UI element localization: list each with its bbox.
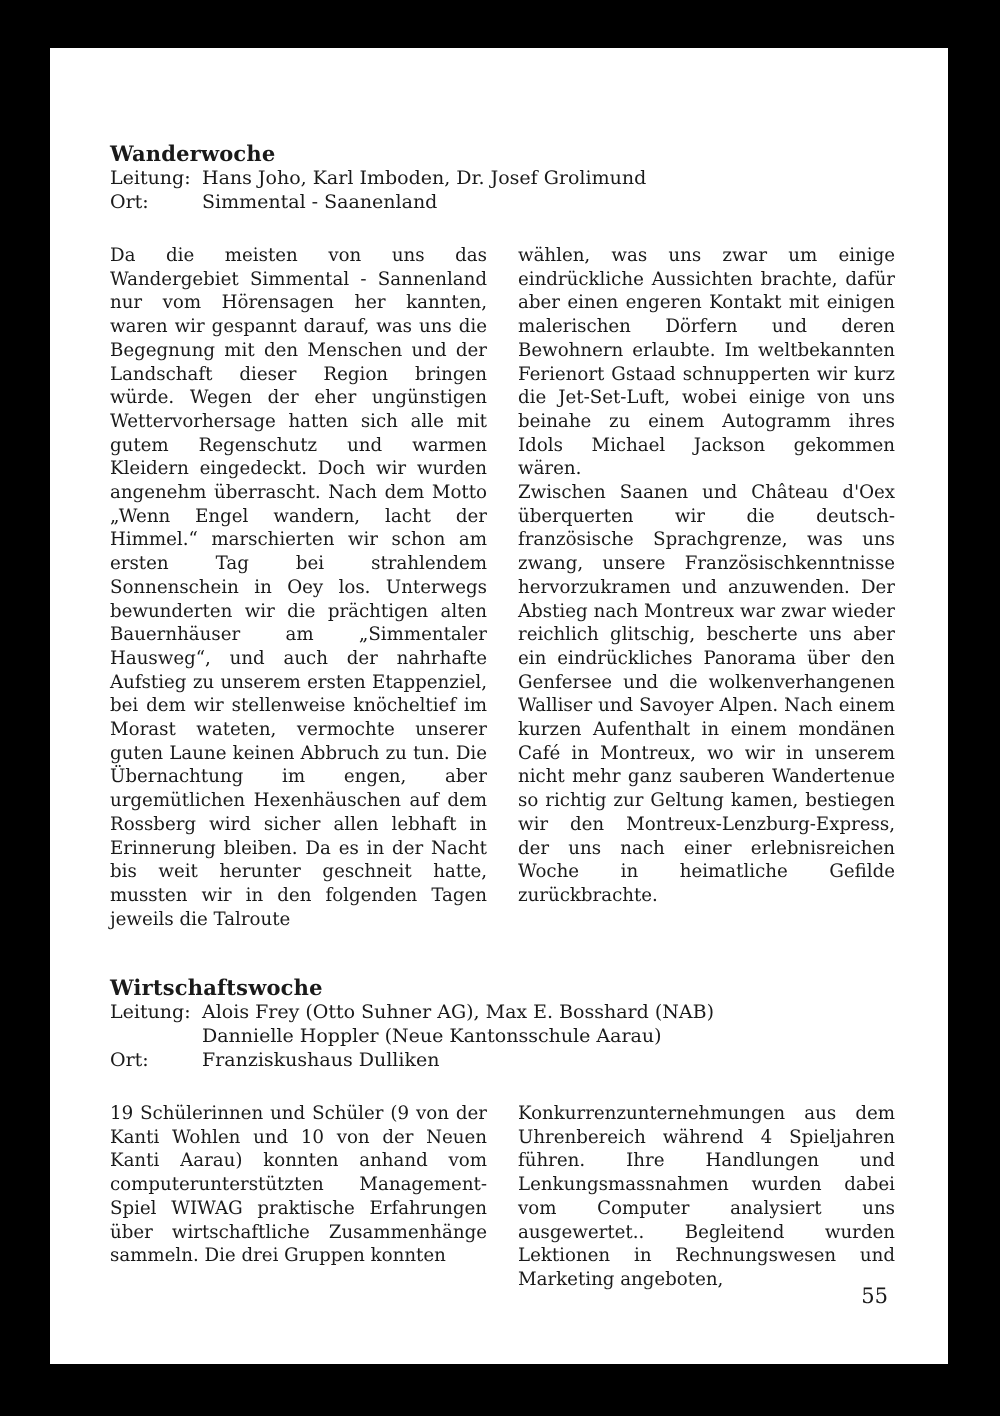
- document-page: [50, 48, 948, 1364]
- meta-ort: [110, 1048, 895, 1072]
- meta-value: Simmental - Saanenland: [202, 191, 438, 213]
- meta-value: Hans Joho, Karl Imboden, Dr. Josef Grolimund: [202, 167, 647, 189]
- paragraph: Da die meisten von uns das Wandergebiet Simmental - Sannenland nur vom Hörensagen her kannten, waren wir gespannt darauf, was uns die Begegnung mit den Menschen und der Landschaft dieser Region bringen würde. Wegen der eher ungünstigen Wettervorhersage hatten sich alle mit gutem Regenschutz und warmen Kleidern eingedeckt. Doch wir wurden angenehm überrascht. Nach dem Motto „Wenn Engel wandern, lacht der Himmel.“ marschierten wir schon am ersten Tag bei strahlendem Sonnenschein in Oey los. Unterwegs bewunderten wir die prächtigen alten Bauernhäuser am „Simmentaler Hausweg“, und auch der nahrhafte Aufstieg zu unserem ersten Etappenziel, bei dem wir stellenweise knöcheltief im Morast wateten, vermochte unserer guten Laune keinen Abbruch zu tun. Die Übernachtung im engen, aber urgemütlichen Hexenhäuschen auf dem Rossberg wird sicher allen lebhaft in Erinnerung bleiben. Da es in der Nacht bis weit herunter geschneit hatte, mussten wir in den folgenden Tagen jeweils die Talroute: [110, 245, 487, 930]
- paragraph: Zwischen Saanen und Château d'Oex überquerten wir die deutsch-französische Sprachgrenze, was uns zwang, unsere Französischkenntnisse hervorzukramen und anzuwenden. Der Abstieg nach Montreux war zwar wieder reichlich glitschig, bescherte uns aber ein eindrückliches Panorama über den Genfersee und die wolkenverhangenen Walliser und Savoyer Alpen. Nach einem kurzen Aufenthalt in einem mondänen Café in Montreux, wo wir in unserem nicht mehr ganz sauberen Wandertenue so richtig zur Geltung kamen, bestiegen wir den Montreux-Lenzburg-Express, der uns nach einer erlebnisreichen Woche in heimatliche Gefilde zurückbrachte.: [518, 482, 895, 906]
- section-wirtschaftswoche-body: [110, 1102, 895, 1292]
- left-column: [110, 1102, 487, 1292]
- meta-line: Dannielle Hoppler (Neue Kantonsschule Aarau): [202, 1025, 662, 1047]
- meta-leitung: [110, 1000, 895, 1048]
- meta-leitung: [110, 166, 895, 190]
- paragraph: Konkurrenzunternehmungen aus dem Uhrenbereich während 4 Spieljahren führen. Ihre Handlungen und Lenkungsmassnahmen wurden dabei vom Computer analysiert uns ausgewertet.. Begleitend wurden Lektionen in Rechnungswesen und Marketing angeboten,: [518, 1103, 895, 1290]
- meta-label: Ort:: [110, 1049, 149, 1071]
- section-wanderwoche-body: [110, 244, 895, 931]
- page-number: 55: [861, 1284, 888, 1308]
- meta-label: Leitung:: [110, 1001, 191, 1023]
- meta-ort: [110, 190, 895, 214]
- meta-value: Franziskushaus Dulliken: [202, 1049, 440, 1071]
- paragraph: wählen, was uns zwar um einige eindrückliche Aussichten brachte, dafür aber einen engeren Kontakt mit einigen malerischen Dörfern und deren Bewohnern erlaubte. Im weltbekannten Ferienort Gstaad schnupperten wir kurz die Jet-Set-Luft, wobei einige von uns beinahe zu einem Autogramm ihres Idols Michael Jackson gekommen wären.: [518, 245, 895, 480]
- meta-label: Ort:: [110, 191, 149, 213]
- right-column: [518, 1102, 895, 1292]
- meta-value: [202, 1000, 895, 1048]
- section-wirtschaftswoche-header: [110, 976, 895, 1072]
- meta-label: Leitung:: [110, 167, 191, 189]
- section-title: Wirtschaftswoche: [110, 975, 323, 1000]
- paragraph: 19 Schülerinnen und Schüler (9 von der Kanti Wohlen und 10 von der Neuen Kanti Aarau) konnten anhand vom computerunterstützten Management-Spiel WIWAG praktische Erfahrungen über wirtschaftliche Zusammenhänge sammeln. Die drei Gruppen konnten: [110, 1103, 487, 1267]
- meta-line: Alois Frey (Otto Suhner AG), Max E. Bosshard (NAB): [202, 1001, 714, 1023]
- section-title: Wanderwoche: [110, 141, 276, 166]
- right-column: [518, 244, 895, 931]
- left-column: [110, 244, 487, 931]
- section-wanderwoche-header: [110, 142, 895, 214]
